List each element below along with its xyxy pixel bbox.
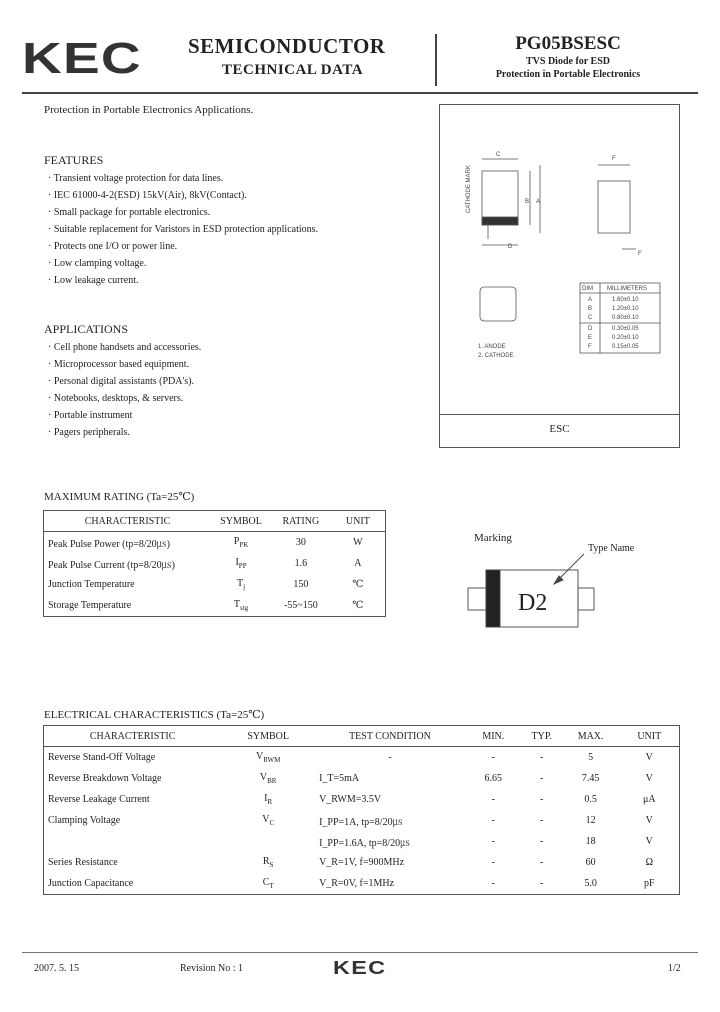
cell-characteristic: Reverse Breakdown Voltage [48,773,162,784]
cell-min: - [491,815,495,826]
col-header: CHARACTERISTIC [44,511,212,532]
cell-unit: ℃ [352,579,364,590]
cathode-mark-label: CATHODE MARK [466,165,472,213]
cell-rating: 30 [295,537,306,548]
dim-f-bottom-label: F [638,251,642,257]
cell-characteristic: Peak Pulse Current (tp=8/20㎲) [48,560,176,571]
package-drawing [440,105,678,405]
cell-symbol [221,831,315,852]
dim-row-f-value: 0.15±0.05 [612,344,639,350]
cell-test-condition: V_R=1V, f=900MHz [319,857,405,868]
dim-row-f-label: F [588,344,592,350]
cell-unit: Ω [645,857,653,868]
max-rating-title: MAXIMUM RATING (Ta=25℃) [44,491,195,503]
list-item: · Pagers peripherals. [48,424,201,441]
list-item: · Cell phone handsets and accessories. [48,339,201,356]
pin-cathode-label: 2. CATHODE [478,353,514,359]
cell-max: 7.45 [581,773,600,784]
col-header: MIN. [465,726,522,747]
table-row [44,831,680,852]
package-end-body [598,181,630,233]
package-bottom-body [480,287,516,321]
dim-table-header-mm: MILLIMETERS [607,286,648,292]
cell-max: 5.0 [584,878,597,889]
dim-row-e-value: 0.20±0.10 [612,335,639,341]
cell-characteristic: Clamping Voltage [48,815,121,826]
cell-test-condition: V_R=0V, f=1MHz [319,878,395,889]
cell-characteristic: Peak Pulse Power (tp=8/20㎲) [48,539,171,550]
cell-characteristic: Junction Capacitance [48,878,134,889]
cell-symbol: $V_{RWM}$ [255,751,281,764]
cathode-band [482,217,518,225]
col-header: CHARACTERISTIC [44,726,222,747]
table-row [44,873,680,895]
cell-unit: V [645,815,653,826]
marking-cathode-band [486,570,500,627]
cell-symbol: $V_{BR}$ [259,772,277,785]
cell-min: - [491,878,495,889]
cell-symbol: $R_S$ [262,856,274,869]
table-row [44,768,680,789]
cell-symbol: $C_T$ [262,877,274,890]
cell-max: 18 [585,836,596,847]
list-item: · Suitable replacement for Varistors in ESD protection applications. [48,221,318,238]
cell-characteristic: Storage Temperature [48,600,132,611]
list-item: · Microprocessor based equipment. [48,356,201,373]
footer-kec-logo: KEC [333,958,387,978]
marking-lead-right [578,588,594,610]
intro-text: Protection in Portable Electronics Applications. [44,104,254,116]
cell-typ: - [540,878,544,889]
cell-symbol: $T_j$ [236,578,246,591]
cell-symbol: $P_{PK}$ [233,536,249,549]
dim-row-c-value: 0.80±0.10 [612,315,639,321]
dim-row-d-label: D [588,326,593,332]
col-header: TEST CONDITION [315,726,465,747]
list-item: · IEC 61000-4-2(ESD) 15kV(Air), 8kV(Contact). [48,187,318,204]
footer-rule [22,952,698,953]
dim-table-header-dim: DIM [582,286,593,292]
dim-a-label: A [536,199,541,205]
cell-max: 0.5 [584,794,597,805]
cell-symbol: $I_R$ [264,793,273,806]
list-item: · Personal digital assistants (PDA's). [48,373,201,390]
cell-unit: V [645,836,653,847]
col-header: UNIT [331,511,386,532]
part-desc-1: TVS Diode for ESD [526,56,610,67]
marking-lead-left [468,588,486,610]
applications-title: APPLICATIONS [44,322,129,336]
kec-logo: KEC [22,34,142,83]
col-header: SYMBOL [211,511,271,532]
cell-symbol: $I_{PP}$ [235,557,247,570]
dim-row-c-label: C [588,315,593,321]
elec-table [43,725,680,895]
header-title: SEMICONDUCTOR [188,34,386,58]
cell-test-condition: I_PP=1.6A, tp=8/20㎲ [319,838,411,849]
cell-characteristic [44,831,222,852]
type-name-label: Type Name [588,543,635,554]
dim-c-label: C [496,152,501,158]
applications-list [48,339,201,441]
cell-min: - [491,752,495,763]
col-header: SYMBOL [221,726,315,747]
cell-unit: W [353,537,363,548]
table-row [44,747,680,769]
list-item: · Low leakage current. [48,272,318,289]
cell-unit: pF [644,878,655,889]
cell-min: - [491,857,495,868]
max-rating-table [43,510,386,617]
cell-unit: V [645,773,653,784]
col-header: RATING [271,511,331,532]
marking-drawing [466,550,596,630]
table-row [44,532,386,554]
cell-test-condition: I_PP=1A, tp=8/20㎲ [319,817,403,828]
col-header: UNIT [620,726,680,747]
cell-typ: - [540,815,544,826]
dim-b-label: B [525,199,530,205]
footer-page: 1/2 [668,963,681,974]
cell-typ: - [540,773,544,784]
list-item: · Transient voltage protection for data lines. [48,170,318,187]
dim-row-e-label: E [588,335,593,341]
table-row [44,574,386,595]
dim-row-b-value: 1.20±0.10 [612,306,639,312]
cell-symbol: $T_{stg}$ [233,599,249,612]
dim-d-label: D [508,244,513,250]
cell-typ: - [540,836,544,847]
package-name-divider [439,414,680,415]
cell-typ: - [540,857,544,868]
cell-typ: - [540,752,544,763]
cell-typ: - [540,794,544,805]
cell-characteristic: Series Resistance [48,857,118,868]
cell-test-condition: - [388,752,392,763]
list-item: · Portable instrument [48,407,201,424]
features-list [48,170,318,289]
pin-anode-label: 1. ANODE [478,344,506,350]
cell-unit: V [645,752,653,763]
dim-row-d-value: 0.30±0.05 [612,326,639,332]
cell-characteristic: Reverse Leakage Current [48,794,150,805]
cell-min: - [491,836,495,847]
cell-rating: -55~150 [283,600,318,611]
table-row [44,595,386,617]
table-row [44,852,680,873]
list-item: · Protects one I/O or power line. [48,238,318,255]
dim-row-a-value: 1.60±0.10 [612,297,639,303]
cell-rating: 1.6 [294,558,308,569]
cell-min: - [491,794,495,805]
header-divider [435,34,437,86]
cell-max: 12 [585,815,596,826]
footer-date: 2007. 5. 15 [34,963,79,974]
cell-min: 6.65 [484,773,503,784]
cell-unit: A [354,558,362,569]
header-rule [22,92,698,94]
cell-characteristic: Junction Temperature [48,579,135,590]
table-row [44,553,386,574]
col-header: TYP. [522,726,562,747]
dim-row-a-label: A [588,297,593,303]
col-header: MAX. [562,726,620,747]
elec-title: ELECTRICAL CHARACTERISTICS (Ta=25℃) [44,709,265,721]
marking-label: Marking [474,532,512,544]
table-row [44,789,680,810]
header-subtitle: TECHNICAL DATA [222,62,364,78]
cell-test-condition: I_T=5mA [319,773,360,784]
list-item: · Small package for portable electronics. [48,204,318,221]
cell-test-condition: V_RWM=3.5V [319,794,382,805]
cell-max: 60 [585,857,596,868]
part-desc-2: Protection in Portable Electronics [495,69,641,80]
table-row [44,810,680,831]
list-item: · Notebooks, desktops, & servers. [48,390,201,407]
marking-code: D2 [518,590,548,616]
cell-unit: μA [642,794,656,805]
cell-symbol: $V_C$ [262,814,275,827]
cell-max: 5 [588,752,594,763]
features-title: FEATURES [44,153,104,167]
cell-unit: ℃ [352,600,364,611]
part-number: PG05BSESC [515,33,621,54]
package-name: ESC [549,423,570,435]
cell-characteristic: Reverse Stand-Off Voltage [48,752,156,763]
list-item: · Low clamping voltage. [48,255,318,272]
cell-rating: 150 [293,579,309,590]
dim-f-top-label: F [612,156,616,162]
footer-revision: Revision No : 1 [180,963,244,974]
dim-row-b-label: B [588,306,593,312]
